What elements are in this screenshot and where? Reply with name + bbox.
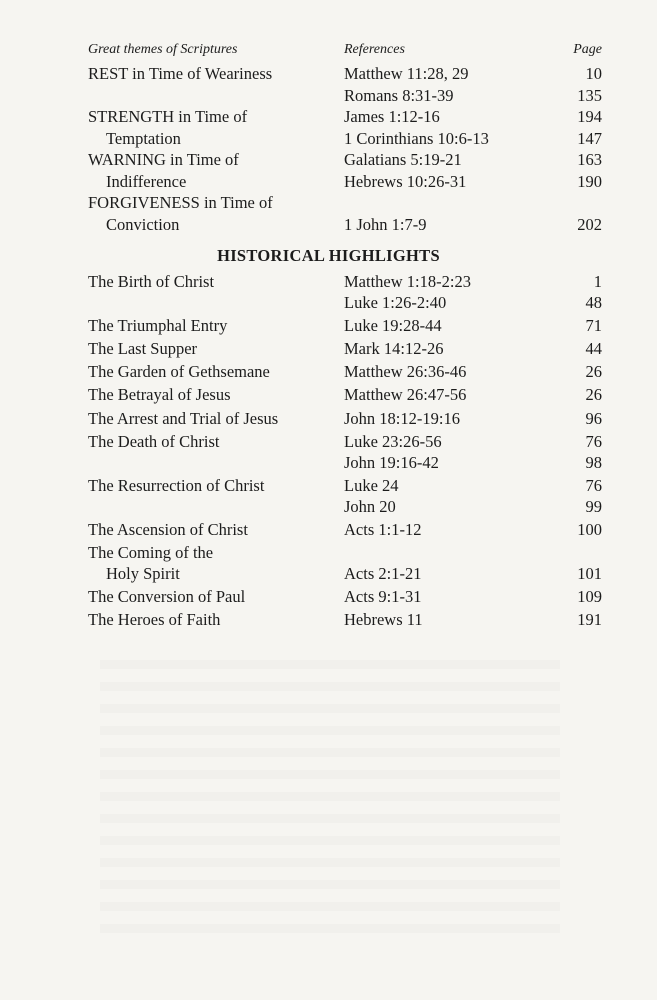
index-row [0, 563, 657, 587]
row-theme: Temptation [106, 128, 181, 148]
row-page-number: 76 [585, 476, 602, 495]
index-row [0, 519, 657, 543]
row-reference: John 18:12-19:16 [344, 409, 460, 428]
row-theme: Indifference [106, 171, 187, 191]
row-reference: Mark 14:12-26 [344, 339, 444, 358]
row-page-number: 99 [585, 497, 602, 516]
row-theme: The Garden of Gethsemane [88, 362, 270, 381]
row-reference: Acts 1:1-12 [344, 520, 422, 539]
row-reference: Hebrews 11 [344, 610, 423, 629]
row-reference: Luke 23:26-56 [344, 432, 442, 451]
index-row [0, 128, 657, 152]
row-page-number: 101 [577, 564, 602, 583]
row-reference: Luke 19:28-44 [344, 316, 442, 335]
row-theme: The Heroes of Faith [88, 610, 221, 629]
row-reference: Galatians 5:19-21 [344, 150, 462, 169]
index-row [0, 171, 657, 195]
index-row [0, 85, 657, 109]
row-reference: John 20 [344, 497, 396, 516]
row-reference: James 1:12-16 [344, 107, 440, 126]
row-theme: REST in Time of Weariness [88, 64, 273, 83]
row-page-number: 96 [585, 409, 602, 428]
row-reference: Matthew 26:36-46 [344, 362, 467, 381]
index-row [0, 292, 657, 316]
row-theme: Conviction [106, 214, 180, 234]
row-theme: The Conversion of Paul [88, 587, 246, 606]
row-reference: Romans 8:31-39 [344, 85, 454, 105]
row-theme: WARNING in Time of [88, 150, 239, 169]
row-theme: The Arrest and Trial of Jesus [88, 409, 279, 428]
row-page-number: 202 [577, 214, 602, 234]
row-reference: Luke 1:26-2:40 [344, 293, 447, 312]
row-theme: FORGIVENESS in Time of [88, 193, 273, 212]
row-page-number: 48 [585, 293, 602, 312]
row-page-number: 191 [577, 610, 602, 629]
row-reference: Acts 9:1-31 [344, 587, 422, 606]
row-reference: John 19:16-42 [344, 453, 439, 472]
row-reference: Matthew 1:18-2:23 [344, 272, 471, 291]
index-row [0, 361, 657, 385]
index-row [0, 496, 657, 520]
row-page-number: 109 [577, 587, 602, 606]
row-page-number: 135 [577, 85, 602, 105]
row-page-number: 100 [577, 520, 602, 539]
row-reference: 1 John 1:7-9 [344, 214, 427, 234]
row-theme: The Ascension of Christ [88, 520, 248, 539]
row-page-number: 98 [585, 453, 602, 472]
index-row [0, 452, 657, 476]
index-row [0, 192, 657, 216]
row-theme: The Betrayal of Jesus [88, 385, 231, 404]
index-row [0, 149, 657, 173]
row-page-number: 26 [585, 385, 602, 404]
index-row [0, 214, 657, 238]
row-reference: Acts 2:1-21 [344, 564, 422, 583]
row-theme: The Coming of the [88, 543, 214, 562]
index-row [0, 408, 657, 432]
row-theme: Holy Spirit [106, 564, 180, 583]
row-theme: The Triumphal Entry [88, 316, 228, 335]
index-row [0, 106, 657, 130]
row-page-number: 44 [585, 339, 602, 358]
row-page-number: 10 [585, 64, 602, 83]
row-theme: The Birth of Christ [88, 272, 215, 291]
row-page-number: 1 [593, 272, 602, 291]
row-page-number: 194 [577, 107, 602, 126]
column-headers [0, 42, 657, 62]
index-row [0, 315, 657, 339]
row-theme: The Last Supper [88, 339, 198, 358]
row-reference: 1 Corinthians 10:6-13 [344, 128, 489, 148]
header-themes: Great themes of Scriptures [88, 42, 238, 57]
row-page-number: 26 [585, 362, 602, 381]
section-title: HISTORICAL HIGHLIGHTS [217, 246, 440, 265]
row-page-number: 147 [577, 128, 602, 148]
index-row [0, 384, 657, 408]
header-page: Page [573, 42, 602, 57]
row-page-number: 163 [577, 150, 602, 169]
row-theme: The Resurrection of Christ [88, 476, 265, 495]
row-reference: Luke 24 [344, 476, 399, 495]
index-row [0, 609, 657, 633]
row-page-number: 190 [577, 171, 602, 191]
row-reference: Hebrews 10:26-31 [344, 171, 467, 191]
index-row [0, 586, 657, 610]
row-reference: Matthew 26:47-56 [344, 385, 467, 404]
row-theme: The Death of Christ [88, 432, 220, 451]
index-row [0, 63, 657, 87]
row-reference: Matthew 11:28, 29 [344, 64, 469, 83]
row-theme: STRENGTH in Time of [88, 107, 248, 126]
index-row [0, 338, 657, 362]
row-page-number: 71 [585, 316, 602, 335]
header-references: References [344, 42, 405, 57]
row-page-number: 76 [585, 432, 602, 451]
